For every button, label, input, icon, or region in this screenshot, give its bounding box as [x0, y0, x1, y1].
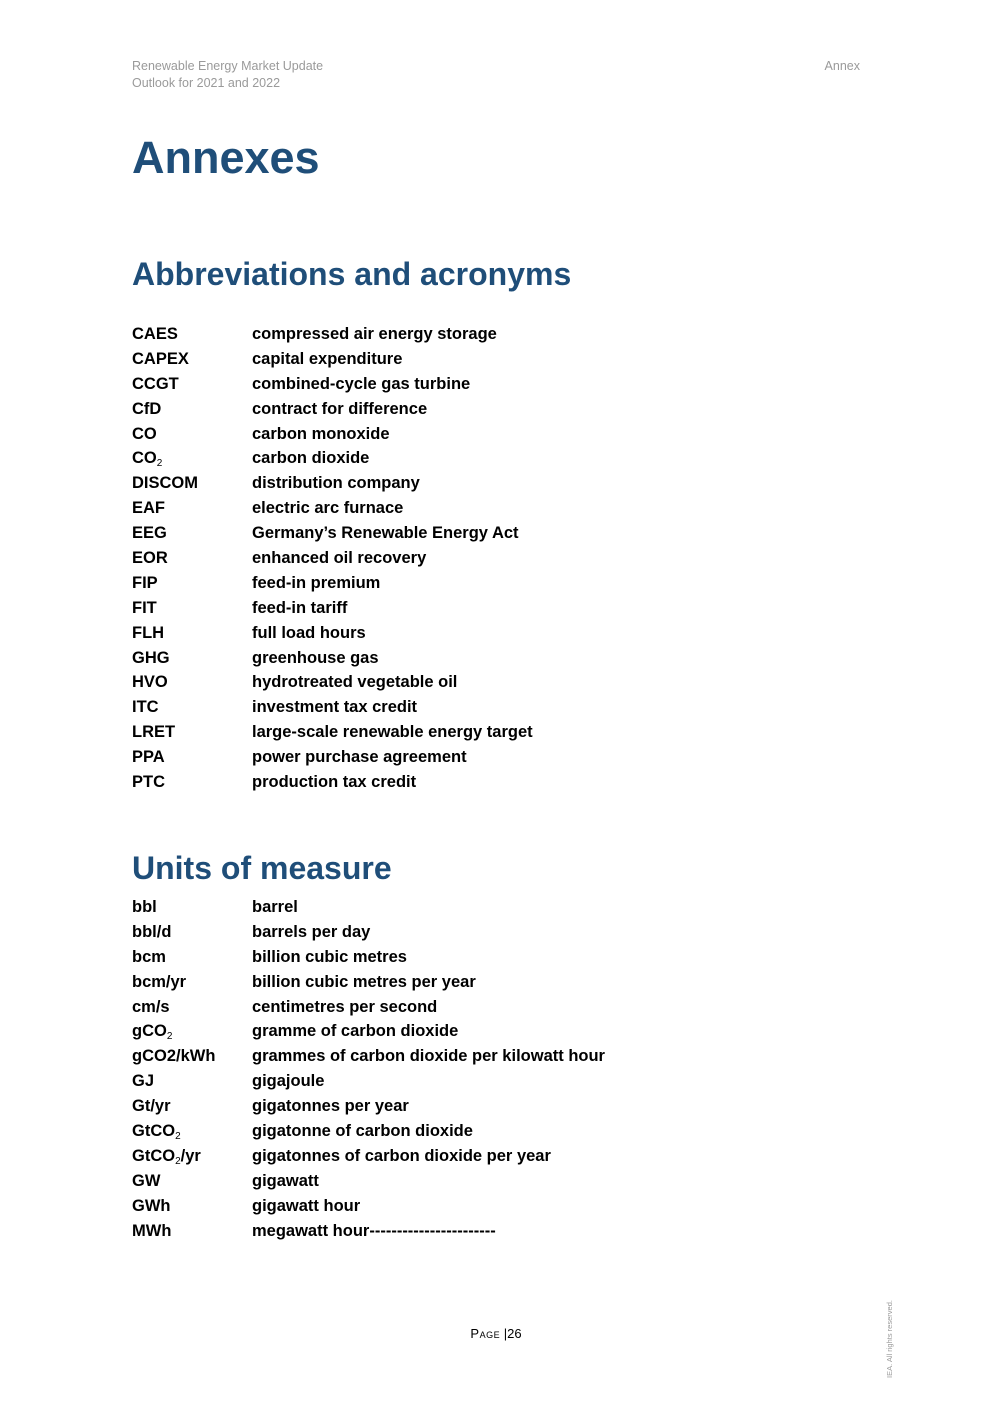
definition: carbon monoxide	[252, 424, 390, 443]
rights-notice: IEA. All rights reserved.	[885, 1300, 894, 1378]
term: DISCOM	[132, 474, 198, 493]
definition: gigajoule	[252, 1072, 325, 1091]
list-item	[132, 995, 832, 1020]
definition: gramme of carbon dioxide	[252, 1022, 459, 1041]
report-subtitle: Outlook for 2021 and 2022	[132, 76, 281, 90]
term: bbl	[132, 898, 157, 916]
page-label: Page	[470, 1326, 501, 1341]
list-item	[132, 471, 832, 496]
list-item	[132, 1144, 832, 1169]
units-heading: Units of measure	[132, 850, 392, 886]
term: GWh	[132, 1196, 171, 1215]
term: PTC	[132, 773, 165, 792]
list-item	[132, 322, 832, 347]
term: EEG	[132, 524, 167, 543]
definition: production tax credit	[252, 773, 417, 792]
term	[132, 1119, 252, 1144]
term: CO	[132, 424, 157, 443]
list-item	[132, 1169, 832, 1194]
definition: distribution company	[252, 474, 420, 493]
list-item	[132, 695, 832, 720]
abbreviations-heading: Abbreviations and acronyms	[132, 256, 572, 292]
term: cm/s	[132, 997, 170, 1016]
list-item	[132, 670, 832, 695]
term: LRET	[132, 723, 176, 742]
definition: feed-in tariff	[252, 598, 348, 617]
term-suffix: /yr	[180, 1146, 201, 1165]
page-number: 26	[507, 1326, 522, 1341]
term: FIP	[132, 573, 158, 592]
term-subscript: 2	[166, 1031, 173, 1043]
running-header-right: Annex	[824, 59, 860, 73]
list-item	[132, 970, 832, 995]
list-item	[132, 446, 832, 471]
definition: gigatonne of carbon dioxide	[252, 1122, 473, 1141]
list-item	[132, 1044, 832, 1069]
page-title: Annexes	[132, 132, 320, 183]
list-item	[132, 571, 832, 596]
term	[132, 1019, 252, 1044]
term	[132, 446, 252, 471]
term: CAES	[132, 325, 178, 343]
list-item	[132, 770, 832, 795]
definition: power purchase agreement	[252, 748, 467, 767]
definition: centimetres per second	[252, 997, 438, 1016]
list-item	[132, 496, 832, 521]
term	[132, 1144, 252, 1169]
term: GJ	[132, 1072, 155, 1091]
page-footer	[0, 1326, 992, 1341]
units-list	[132, 895, 832, 1243]
definition: gigatonnes per year	[252, 1097, 409, 1116]
list-item	[132, 546, 832, 571]
definition: combined-cycle gas turbine	[252, 374, 471, 393]
term: Gt/yr	[132, 1097, 171, 1116]
definition: contract for difference	[252, 399, 428, 418]
definition: hydrotreated vegetable oil	[252, 673, 458, 692]
definition: grammes of carbon dioxide per kilowatt hour	[252, 1047, 605, 1066]
term-base: GtCO	[132, 1122, 176, 1141]
definition: investment tax credit	[252, 698, 418, 717]
term: bcm	[132, 947, 166, 966]
term: EOR	[132, 549, 168, 568]
term: ITC	[132, 698, 159, 717]
list-item	[132, 1119, 832, 1144]
term: bbl/d	[132, 922, 172, 941]
term-base: CO	[132, 449, 157, 468]
list-item	[132, 1219, 832, 1244]
term: HVO	[132, 673, 168, 692]
definition: gigatonnes of carbon dioxide per year	[252, 1146, 551, 1165]
list-item	[132, 646, 832, 671]
definition: megawatt hour-----------------------	[252, 1221, 496, 1240]
definition: large-scale renewable energy target	[252, 723, 533, 742]
definition: electric arc furnace	[252, 499, 404, 518]
term: GHG	[132, 648, 170, 667]
definition: greenhouse gas	[252, 648, 379, 667]
term: CCGT	[132, 374, 179, 393]
definition: billion cubic metres per year	[252, 972, 476, 991]
definition: gigawatt hour	[252, 1196, 361, 1215]
term-subscript: 2	[156, 458, 163, 470]
list-item	[132, 521, 832, 546]
term-base: gCO	[132, 1022, 167, 1041]
term: gCO2/kWh	[132, 1047, 216, 1066]
list-item	[132, 1194, 832, 1219]
list-item	[132, 945, 832, 970]
definition: Germany’s Renewable Energy Act	[252, 524, 519, 543]
term: PPA	[132, 748, 165, 767]
definition: carbon dioxide	[252, 449, 370, 468]
term-subscript: 2	[175, 1155, 181, 1167]
list-item	[132, 422, 832, 447]
definition: compressed air energy storage	[252, 325, 497, 343]
list-item	[132, 895, 832, 920]
definition: gigawatt	[252, 1171, 319, 1190]
abbreviations-list	[132, 322, 832, 795]
report-title: Renewable Energy Market Update	[132, 59, 324, 73]
term: CAPEX	[132, 349, 189, 368]
term-subscript: 2	[175, 1131, 181, 1143]
definition: feed-in premium	[252, 573, 381, 592]
list-item	[132, 372, 832, 397]
definition: billion cubic metres	[252, 947, 407, 966]
list-item	[132, 621, 832, 646]
list-item	[132, 745, 832, 770]
term: FIT	[132, 598, 157, 617]
list-item	[132, 1069, 832, 1094]
term: CfD	[132, 399, 162, 418]
term: EAF	[132, 499, 165, 518]
list-item	[132, 720, 832, 745]
page-separator: |	[503, 1326, 508, 1341]
term: bcm/yr	[132, 972, 187, 991]
definition: full load hours	[252, 623, 366, 642]
list-item	[132, 347, 832, 372]
definition: enhanced oil recovery	[252, 549, 427, 568]
term: MWh	[132, 1221, 172, 1240]
list-item	[132, 596, 832, 621]
term: FLH	[132, 623, 165, 642]
list-item	[132, 920, 832, 945]
list-item	[132, 1019, 832, 1044]
definition: capital expenditure	[252, 349, 403, 368]
term: GW	[132, 1171, 161, 1190]
list-item	[132, 1094, 832, 1119]
definition: barrel	[252, 898, 298, 916]
list-item	[132, 397, 832, 422]
term-base: GtCO	[132, 1146, 176, 1165]
definition: barrels per day	[252, 922, 371, 941]
running-header-left	[132, 58, 323, 92]
